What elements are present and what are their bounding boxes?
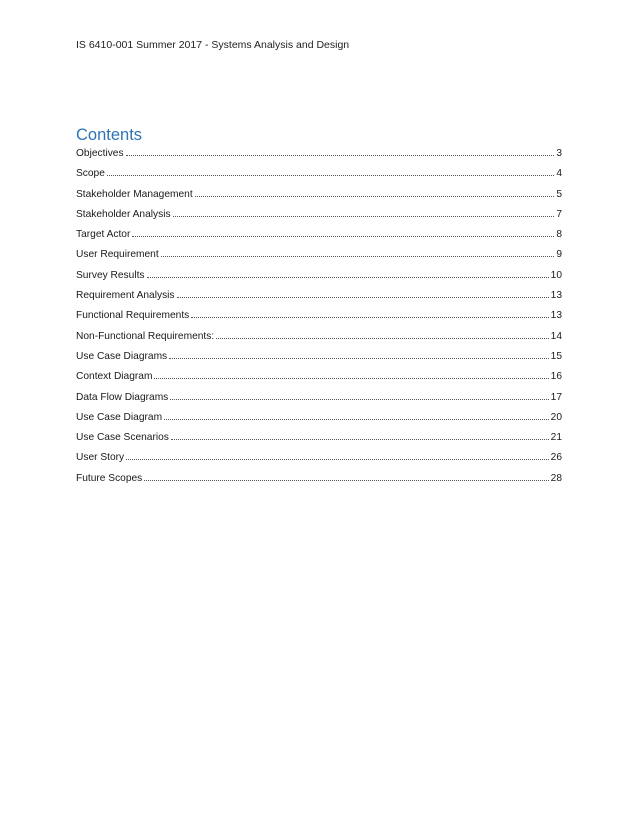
toc-entry-label: Context Diagram	[76, 371, 153, 383]
toc-entry-page-number: 8	[556, 229, 562, 241]
table-of-contents	[76, 148, 562, 493]
toc-entry-label: Non-Functional Requirements:	[76, 330, 215, 342]
toc-entry-label: Survey Results	[76, 269, 145, 281]
dot-leader	[191, 317, 548, 318]
dot-leader	[147, 277, 549, 278]
toc-entry-label: Stakeholder Management	[76, 188, 193, 200]
toc-entry-label: Target Actor	[76, 229, 131, 241]
toc-entry-label: Use Case Diagrams	[76, 350, 168, 362]
toc-entry-page-number: 14	[550, 330, 562, 342]
toc-entry-label: Objectives	[76, 148, 124, 159]
toc-entry-label: Requirement Analysis	[76, 290, 175, 302]
dot-leader	[132, 236, 554, 237]
dot-leader	[107, 175, 554, 176]
toc-entry-page-number: 4	[556, 168, 562, 180]
toc-entry[interactable]	[76, 229, 562, 249]
toc-entry[interactable]	[76, 432, 562, 452]
toc-entry-label: Future Scopes	[76, 472, 143, 484]
toc-entry[interactable]	[76, 412, 562, 432]
page-header: IS 6410-001 Summer 2017 - Systems Analysis and Design	[76, 39, 350, 51]
toc-entry-page-number: 28	[550, 472, 562, 484]
dot-leader	[169, 358, 549, 359]
dot-leader	[161, 256, 555, 257]
toc-entry-page-number: 15	[550, 350, 562, 362]
toc-entry-page-number: 7	[556, 208, 562, 220]
toc-entry-page-number: 9	[556, 249, 562, 261]
toc-entry[interactable]	[76, 209, 562, 229]
toc-entry-page-number: 5	[556, 188, 562, 200]
toc-entry-label: User Story	[76, 452, 125, 464]
dot-leader	[170, 399, 548, 400]
toc-entry[interactable]	[76, 249, 562, 269]
toc-entry-label: User Requirement	[76, 249, 159, 261]
dot-leader	[171, 439, 549, 440]
dot-leader	[177, 297, 549, 298]
dot-leader	[154, 378, 548, 379]
dot-leader	[144, 480, 548, 481]
toc-entry[interactable]	[76, 148, 562, 168]
toc-entry-page-number: 3	[556, 148, 562, 159]
toc-entry-label: Stakeholder Analysis	[76, 208, 171, 220]
dot-leader	[216, 338, 548, 339]
toc-entry[interactable]	[76, 168, 562, 188]
toc-entry-page-number: 26	[550, 452, 562, 464]
toc-entry[interactable]	[76, 189, 562, 209]
toc-entry[interactable]	[76, 290, 562, 310]
toc-entry-page-number: 13	[550, 310, 562, 322]
toc-entry-page-number: 10	[550, 269, 562, 281]
toc-entry-page-number: 21	[550, 432, 562, 444]
toc-entry[interactable]	[76, 351, 562, 371]
dot-leader	[126, 459, 549, 460]
toc-entry[interactable]	[76, 473, 562, 493]
toc-entry[interactable]	[76, 371, 562, 391]
dot-leader	[195, 196, 555, 197]
dot-leader	[164, 419, 549, 420]
toc-entry-label: Data Flow Diagrams	[76, 391, 169, 403]
toc-entry-label: Functional Requirements	[76, 310, 190, 322]
dot-leader	[173, 216, 555, 217]
toc-entry[interactable]	[76, 452, 562, 472]
toc-entry[interactable]	[76, 270, 562, 290]
toc-entry-page-number: 17	[550, 391, 562, 403]
toc-title: Contents	[76, 126, 143, 144]
toc-entry-page-number: 13	[550, 290, 562, 302]
toc-entry-label: Use Case Diagram	[76, 411, 163, 423]
toc-entry[interactable]	[76, 392, 562, 412]
toc-entry-page-number: 16	[550, 371, 562, 383]
toc-entry-label: Use Case Scenarios	[76, 432, 169, 444]
dot-leader	[126, 155, 555, 156]
toc-entry-label: Scope	[76, 168, 105, 180]
toc-entry[interactable]	[76, 310, 562, 330]
toc-entry-page-number: 20	[550, 411, 562, 423]
toc-entry[interactable]	[76, 331, 562, 351]
